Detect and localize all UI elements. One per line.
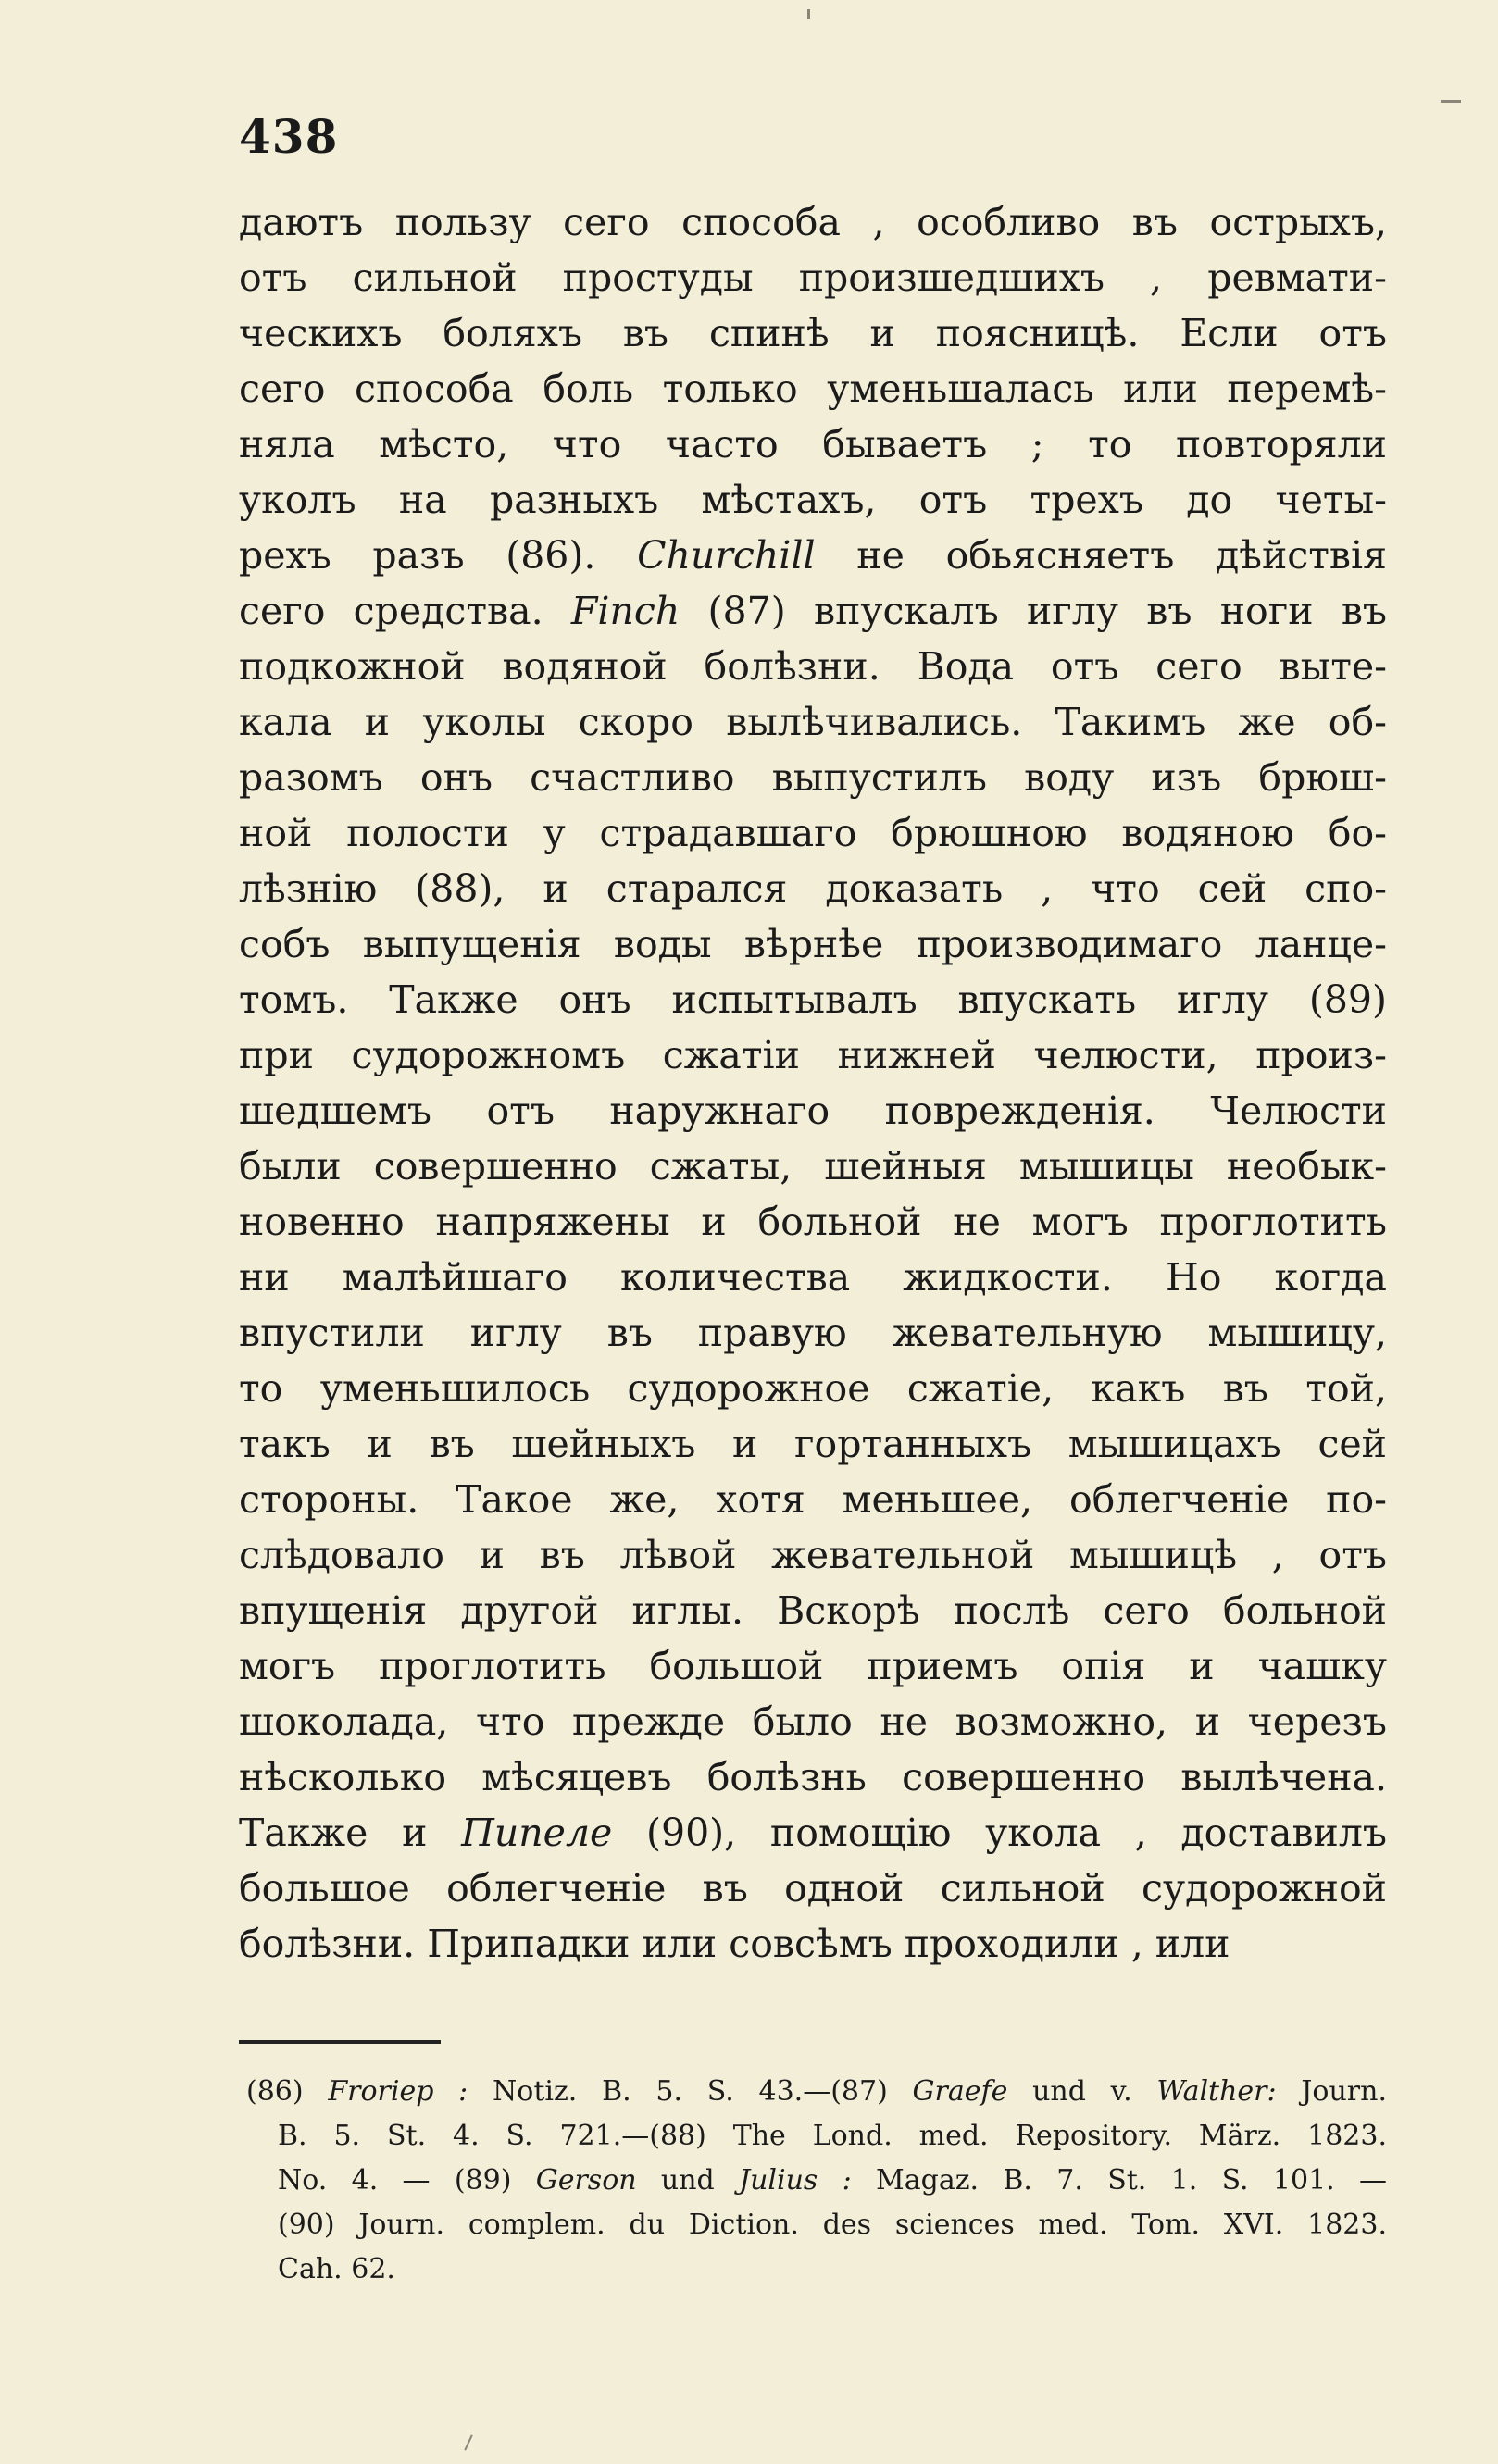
- footnotes: [239, 2070, 1387, 2292]
- footnote-segment: B. 5. St. 4. S. 721.—(88) The Lond. med. Repository. März. 1823.: [278, 2120, 1387, 2152]
- text-line: впустили иглу въ правую жевательную мышицу,: [239, 1311, 1387, 1355]
- italic-author: Graefe: [912, 2075, 1008, 2108]
- text-line: [239, 583, 1387, 639]
- text-segment: рехъ разъ (86).: [239, 533, 638, 578]
- text-line: болѣзни. Припадки или совсѣмъ проходили , или: [239, 1922, 1230, 1966]
- footnote-segment: und: [636, 2164, 740, 2196]
- main-text: [239, 194, 1387, 1972]
- text-line: ной полости у страдавшаго брюшною водяною бо-: [239, 811, 1387, 855]
- text-line: такъ и въ шейныхъ и гортанныхъ мышицахъ сей: [239, 1422, 1387, 1466]
- text-line: даютъ пользу сего способа , особливо въ острыхъ,: [239, 200, 1387, 244]
- text-line: томъ. Также онъ испытывалъ впускать иглу (89): [239, 977, 1387, 1022]
- footnote-segment: Cah. 62.: [278, 2253, 395, 2285]
- text-segment: не обьясняетъ дѣйствія: [815, 533, 1387, 578]
- footnote-segment: Journ.: [1276, 2075, 1387, 2108]
- text-line: большое облегченіе въ одной сильной судорожной: [239, 1866, 1387, 1910]
- text-segment: сего средства.: [239, 589, 571, 633]
- text-line: ни малѣйшаго количества жидкости. Но когда: [239, 1255, 1387, 1300]
- text-line: ческихъ боляхъ въ спинѣ и поясницѣ. Если отъ: [239, 311, 1387, 355]
- text-line: разомъ онъ счастливо выпустилъ воду изъ брюш-: [239, 755, 1387, 800]
- italic-author: Walther:: [1156, 2075, 1277, 2108]
- text-line: при судорожномъ сжатіи нижней челюсти, произ-: [239, 1033, 1387, 1077]
- text-line: стороны. Такое же, хотя меньшее, облегченіе по-: [239, 1477, 1387, 1522]
- text-line: шедшемъ отъ наружнаго поврежденія. Челюсти: [239, 1089, 1387, 1133]
- text-line: шоколада, что прежде было не возможно, и черезъ: [239, 1699, 1387, 1744]
- text-line: были совершенно сжаты, шейныя мышицы необык-: [239, 1144, 1387, 1188]
- footnote-divider: [239, 2040, 441, 2044]
- text-line: лѣзнію (88), и старался доказать , что сей спо-: [239, 866, 1387, 911]
- text-segment: (90), помощію укола , доставилъ: [612, 1811, 1387, 1855]
- italic-name: Churchill: [637, 533, 816, 578]
- text-line: [239, 528, 1387, 583]
- text-line: новенно напряжены и больной не могъ проглотить: [239, 1200, 1387, 1244]
- text-segment: Также и: [239, 1811, 462, 1855]
- text-line: слѣдовало и въ лѣвой жевательной мышицѣ , отъ: [239, 1533, 1387, 1577]
- scan-speck: [1441, 100, 1461, 103]
- italic-name: Finch: [570, 589, 680, 633]
- footnote-line: [239, 2247, 1387, 2292]
- footnote-segment: No. 4. — (89): [278, 2164, 536, 2196]
- footnote-line: [239, 2159, 1387, 2203]
- text-line: подкожной водяной болѣзни. Вода отъ сего выте-: [239, 644, 1387, 689]
- text-line: [239, 1805, 1387, 1860]
- footnote-line: [239, 2203, 1387, 2247]
- italic-author: Gerson: [535, 2164, 637, 2196]
- italic-author: Julius :: [739, 2164, 852, 2196]
- italic-name: Пипеле: [461, 1811, 613, 1855]
- text-line: сего способа боль только уменьшалась или перемѣ-: [239, 367, 1387, 411]
- footnote-line: [239, 2114, 1387, 2159]
- footnote-segment: Notiz. B. 5. S. 43.—(87): [468, 2075, 913, 2108]
- footnote-segment: (90) Journ. complem. du Diction. des sciences med. Tom. XVI. 1823.: [278, 2209, 1387, 2241]
- text-line: няла мѣсто, что часто бываетъ ; то повторяли: [239, 422, 1387, 467]
- text-line: впущенія другой иглы. Вскорѣ послѣ сего больной: [239, 1588, 1387, 1633]
- text-line: отъ сильной простуды произшедшихъ , ревмати-: [239, 255, 1387, 300]
- text-line: уколъ на разныхъ мѣстахъ, отъ трехъ до четы-: [239, 478, 1387, 522]
- text-line: собъ выпущенія воды вѣрнѣе производимаго ланце-: [239, 922, 1387, 966]
- page-number: 438: [239, 109, 339, 164]
- text-segment: (87) впускалъ иглу въ ноги въ: [680, 589, 1387, 633]
- text-line: могъ проглотить большой приемъ опія и чашку: [239, 1644, 1387, 1688]
- footnote-segment: Magaz. B. 7. St. 1. S. 101. —: [851, 2164, 1387, 2196]
- text-line: кала и уколы скоро вылѣчивались. Такимъ же об-: [239, 700, 1387, 744]
- footnote-segment: (86): [246, 2075, 329, 2108]
- footnote-segment: und v.: [1007, 2075, 1157, 2108]
- footnote-line: [239, 2070, 1387, 2114]
- text-line: нѣсколько мѣсяцевъ болѣзнь совершенно вылѣчена.: [239, 1755, 1387, 1799]
- scan-speck: [807, 9, 810, 19]
- italic-author: Froriep :: [328, 2075, 468, 2108]
- scan-speck: [464, 2434, 472, 2450]
- text-line: то уменьшилось судорожное сжатіе, какъ въ той,: [239, 1366, 1387, 1411]
